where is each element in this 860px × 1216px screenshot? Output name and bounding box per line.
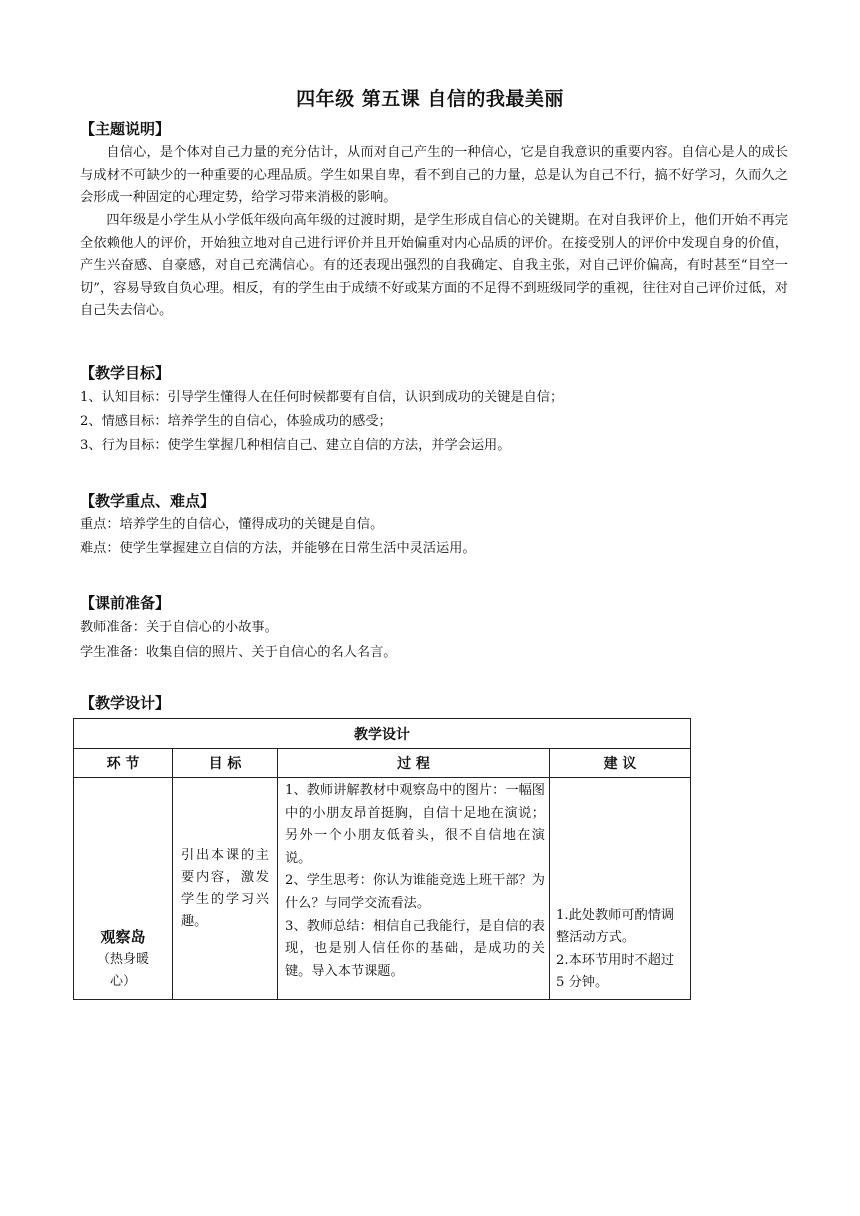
- section-heading-theme: 【主题说明】: [80, 120, 171, 138]
- suggestion-cell: [550, 778, 691, 1000]
- objective-item-3: 3、行为目标：使学生掌握几种相信自己、建立自信的方法，并学会运用。: [80, 438, 511, 453]
- process-step-2: 2、学生思考：你认为谁能竞选上班干部？为什么？与同学交流看法。: [285, 873, 545, 911]
- stage-name: 观察岛: [100, 928, 146, 946]
- section-heading-preparation: 【课前准备】: [80, 594, 171, 612]
- teaching-design-table: [73, 718, 691, 1000]
- process-step-3: 3、教师总结：相信自己我能行，是自信的表现，也是别人信任你的基础，是成功的关键。导入本节课题。: [285, 918, 545, 979]
- section-heading-keypoints: 【教学重点、难点】: [80, 492, 216, 510]
- column-header-suggestion: 建 议: [550, 749, 691, 778]
- process-step-1: 1、教师讲解教材中观察岛中的图片：一幅图中的小朋友昂首挺胸，自信十足地在演说；另外一个小朋友低着头，很不自信地在演说。: [285, 783, 545, 866]
- section-heading-objectives: 【教学目标】: [80, 364, 171, 382]
- column-header-process: 过 程: [278, 749, 550, 778]
- section-heading-design: 【教学设计】: [80, 694, 171, 712]
- objective-item-2: 2、情感目标：培养学生的自信心，体验成功的感受；: [80, 414, 392, 429]
- process-cell: [278, 778, 550, 1000]
- theme-paragraph-1: 自信心，是个体对自己力量的充分估计，从而对自己产生的一种信心，它是自我意识的重要内容。自信心是人的成长与成材不可缺少的一种重要的心理品质。学生如果自卑，看不到自己的力量，总是认为自己不行，搞不好学习，久而久之会形成一种固定的心理定势，给学习带来消极的影响。: [80, 145, 788, 205]
- column-header-goal: 目 标: [173, 749, 278, 778]
- suggestion-item-2: 2.本环节用时不超过 5 分钟。: [556, 952, 675, 991]
- keypoint-item-2: 难点：使学生掌握建立自信的方法，并能够在日常生活中灵活运用。: [80, 541, 476, 556]
- objective-item-1: 1、认知目标：引导学生懂得人在任何时候都要有自信，认识到成功的关键是自信；: [80, 390, 564, 405]
- keypoint-item-1: 重点：培养学生的自信心，懂得成功的关键是自信。: [80, 517, 384, 532]
- table-caption-row: [74, 719, 691, 749]
- goal-cell: 引出本课的主要内容，激发学生的学习兴趣。: [173, 778, 278, 1000]
- table-header-row: [74, 749, 691, 778]
- stage-subtitle: （热身暖心）: [96, 952, 149, 989]
- table-row: [74, 778, 691, 1000]
- suggestion-item-1: 1.此处教师可酌情调整活动方式。: [556, 907, 675, 946]
- stage-cell: [74, 778, 173, 1000]
- theme-paragraph-2: 四年级是小学生从小学低年级向高年级的过渡时期，是学生形成自信心的关键期。在对自我评价上，他们开始不再完全依赖他人的评价，开始独立地对自己进行评价并且开始偏重对内心品质的评价。在接受别人的评价中发现自身的价值，产生兴奋感、自豪感，对自己充满信心。有的还表现出强烈的自我确定、自我主张，对自己评价偏高，有时甚至“目空一切”，容易导致自负心理。相反，有的学生由于成绩不好或某方面的不足得不到班级同学的重视，往往对自己评价过低，对自己失去信心。: [80, 213, 788, 318]
- preparation-item-1: 教师准备：关于自信心的小故事。: [80, 620, 278, 635]
- column-header-stage: 环 节: [74, 749, 173, 778]
- preparation-item-2: 学生准备：收集自信的照片、关于自信心的名人名言。: [80, 645, 397, 660]
- table-caption: 教学设计: [74, 719, 691, 749]
- page-title: 四年级 第五课 自信的我最美丽: [296, 88, 564, 110]
